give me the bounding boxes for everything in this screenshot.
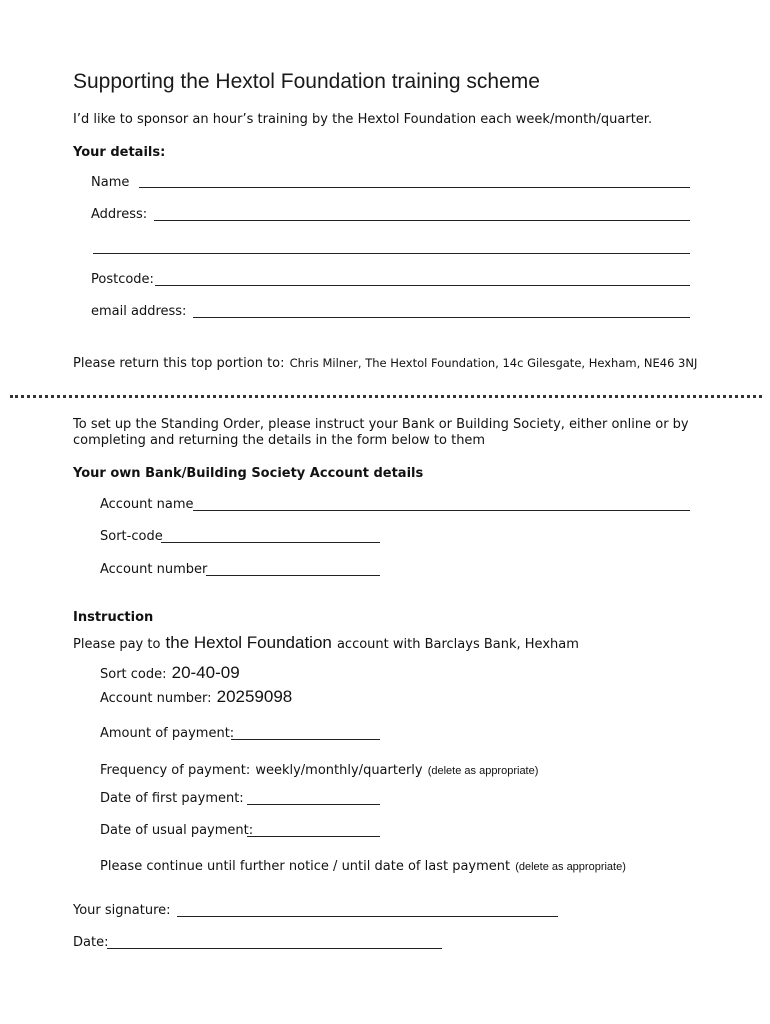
- postcode-field[interactable]: [155, 285, 690, 286]
- sort-code-line: [100, 663, 240, 683]
- sort-code-field[interactable]: [161, 542, 380, 543]
- account-name-field[interactable]: [193, 510, 690, 511]
- address-label: Address:: [91, 207, 148, 222]
- pay-prefix: Please pay to: [73, 637, 161, 652]
- email-label: email address:: [91, 304, 187, 319]
- amount-field[interactable]: [231, 739, 380, 740]
- account-number-label: Account number: [100, 562, 208, 577]
- cut-line-divider: [10, 395, 762, 398]
- intro-text: I’d like to sponsor an hour’s training by the Hextol Foundation each week/month/quarter.: [73, 112, 653, 127]
- instruction-account-number-value: 20259098: [216, 687, 293, 706]
- pay-suffix: account with Barclays Bank, Hexham: [336, 637, 579, 652]
- return-line: [73, 352, 697, 371]
- page-title: Supporting the Hextol Foundation training scheme: [73, 70, 540, 93]
- instruction-sort-code-label: Sort code:: [100, 667, 167, 682]
- address-field-line-2[interactable]: [93, 253, 690, 254]
- instruction-sort-code-value: 20-40-09: [171, 663, 240, 682]
- account-number-line: [100, 687, 292, 707]
- usual-payment-label: Date of usual payment:: [100, 823, 254, 838]
- name-field[interactable]: [139, 187, 690, 188]
- continue-text[interactable]: Please continue until further notice / until date of last payment: [100, 859, 511, 874]
- sort-code-label: Sort-code: [100, 529, 163, 544]
- instruction-account-number-label: Account number:: [100, 691, 212, 706]
- postcode-label: Postcode:: [91, 272, 154, 287]
- email-field[interactable]: [193, 317, 690, 318]
- payee-name: the Hextol Foundation: [165, 633, 332, 652]
- signature-field[interactable]: [177, 916, 558, 917]
- standing-order-text-line-1: To set up the Standing Order, please instruct your Bank or Building Society, either online or by: [73, 417, 689, 432]
- return-label: Please return this top portion to:: [73, 356, 285, 371]
- account-number-field[interactable]: [206, 575, 380, 576]
- bank-details-heading: Your own Bank/Building Society Account details: [73, 466, 424, 481]
- frequency-line: [100, 759, 538, 778]
- frequency-label: Frequency of payment:: [100, 763, 251, 778]
- continue-delete-note: (delete as appropriate): [515, 861, 626, 873]
- amount-label: Amount of payment:: [100, 726, 235, 741]
- date-field[interactable]: [107, 948, 442, 949]
- address-field[interactable]: [154, 220, 690, 221]
- pay-to-line: [73, 633, 579, 653]
- continue-line: [100, 855, 626, 874]
- frequency-delete-note: (delete as appropriate): [427, 765, 539, 777]
- first-payment-label: Date of first payment:: [100, 791, 244, 806]
- signature-label: Your signature:: [73, 903, 171, 918]
- instruction-heading: Instruction: [73, 610, 154, 625]
- name-label: Name: [91, 175, 130, 190]
- frequency-options[interactable]: weekly/monthly/quarterly: [255, 763, 423, 778]
- usual-payment-field[interactable]: [247, 836, 380, 837]
- your-details-heading: Your details:: [73, 145, 166, 160]
- standing-order-text-line-2: completing and returning the details in the form below to them: [73, 433, 486, 448]
- account-name-label: Account name: [100, 497, 194, 512]
- date-label: Date:: [73, 935, 109, 950]
- first-payment-field[interactable]: [247, 804, 380, 805]
- return-address: Chris Milner, The Hextol Foundation, 14c Gilesgate, Hexham, NE46 3NJ: [289, 356, 698, 370]
